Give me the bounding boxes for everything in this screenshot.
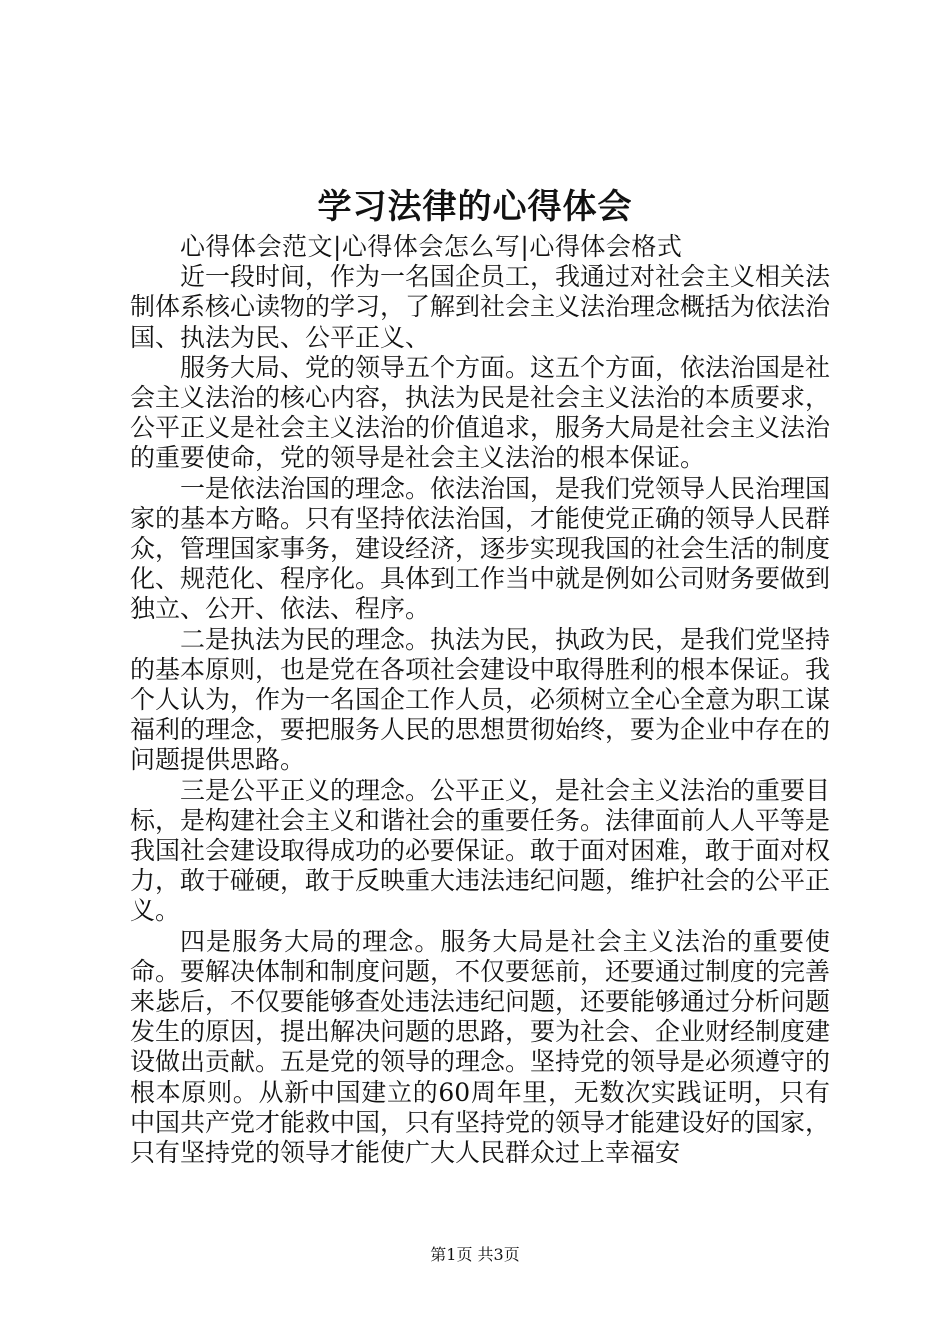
paragraph-point-two: 二是执法为民的理念。执法为民，执政为民，是我们党坚持的基本原则，也是党在各项社会建设中取得胜利的根本保证。我个人认为，作为一名国企工作人员，必须树立全心全意为职工谋福利的理念，要把服务人民的思想贯彻始终，要为企业中存在的问题提供思路。 [130,624,831,775]
paragraph-intro: 近一段时间，作为一名国企员工，我通过对社会主义相关法制体系核心读物的学习，了解到社会主义法治理念概括为依法治国、执法为民、公平正义、 [130,262,831,352]
document-body [130,232,830,1168]
page-number-footer: 第1页 共3页 [430,1245,520,1264]
document-title: 学习法律的心得体会 [317,187,633,227]
paragraph-subtitle: 心得体会范文|心得体会怎么写|心得体会格式 [180,232,683,261]
paragraph-point-four-five: 四是服务大局的理念。服务大局是社会主义法治的重要使命。要解决体制和制度问题，不仅要惩前，还要通过制度的完善来毖后，不仅要能够查处违法违纪问题，还要能够通过分析问题发生的原因，提出解决问题的思路，要为社会、企业财经制度建设做出贡献。五是党的领导的理念。坚持党的领导是必须遵守的根本原则。从新中国建立的60周年里，无数次实践证明，只有中国共产党才能救中国，只有坚持党的领导才能建设好的国家，只有坚持党的领导才能使广大人民群众过上幸福安 [130,926,831,1168]
paragraph-point-three: 三是公平正义的理念。公平正义，是社会主义法治的重要目标，是构建社会主义和谐社会的重要任务。法律面前人人平等是我国社会建设取得成功的必要保证。敢于面对困难，敢于面对权力，敢于碰硬，敢于反映重大违法违纪问题，维护社会的公平正义。 [130,775,831,926]
paragraph-overview: 服务大局、党的领导五个方面。这五个方面，依法治国是社会主义法治的核心内容，执法为民是社会主义法治的本质要求，公平正义是社会主义法治的价值追求，服务大局是社会主义法治的重要使命，党的领导是社会主义法治的根本保证。 [130,352,831,473]
paragraph-point-one: 一是依法治国的理念。依法治国，是我们党领导人民治理国家的基本方略。只有坚持依法治国，才能使党正确的领导人民群众，管理国家事务，建设经济，逐步实现我国的社会生活的制度化、规范化、程序化。具体到工作当中就是例如公司财务要做到独立、公开、依法、程序。 [130,473,831,624]
